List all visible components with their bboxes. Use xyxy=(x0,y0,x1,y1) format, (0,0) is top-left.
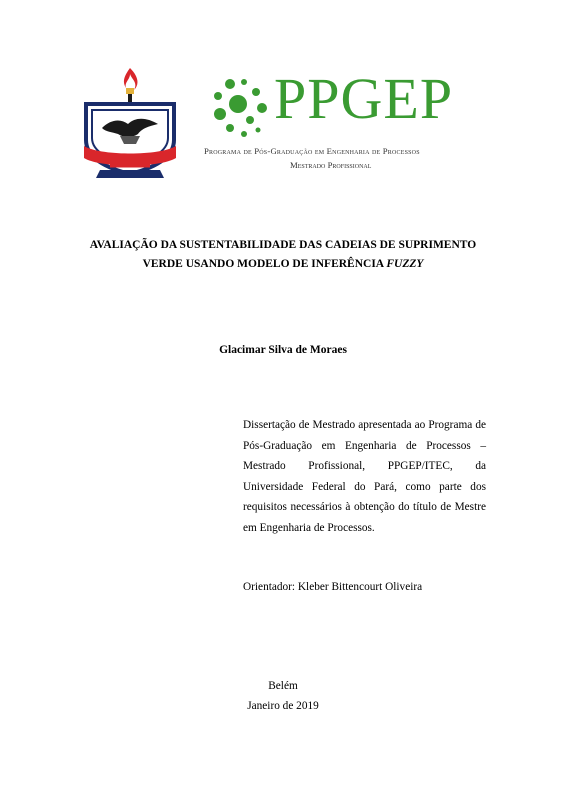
place: Belém xyxy=(268,680,298,692)
date: Janeiro de 2019 xyxy=(247,700,319,712)
university-seal-logo xyxy=(80,66,180,182)
title-line-2 xyxy=(40,255,526,274)
title-fuzzy-word: FUZZY xyxy=(386,258,424,270)
ppgep-wordmark: PPGEP xyxy=(274,66,454,131)
title-line-1: AVALIAÇÃO DA SUSTENTABILIDADE DAS CADEIAS DE SUPRIMENTO xyxy=(89,239,477,251)
ppgep-subtitle-program: Mestrado Profissional xyxy=(290,160,372,170)
author-name: Glacimar Silva de Moraes xyxy=(219,344,347,356)
document-title xyxy=(40,236,526,274)
ppgep-subtitle: Programa de Pós-Graduação em Engenharia de Processos xyxy=(204,146,420,156)
ppgep-dots-icon xyxy=(208,74,268,144)
dissertation-statement: Dissertação de Mestrado apresentada ao Programa de Pós-Graduação em Engenharia de Processos – Mestrado Profissional, PPGEP/ITEC, da Universidade Federal do Pará, como parte dos requisitos necessários à obtenção do título de Mestre em Engenharia de Processos. xyxy=(243,419,486,534)
advisor-line: Orientador: Kleber Bittencourt Oliveira xyxy=(243,581,423,593)
title-line-2-text: VERDE USANDO MODELO DE INFERÊNCIA xyxy=(142,258,387,270)
ppgep-logo xyxy=(204,66,498,184)
